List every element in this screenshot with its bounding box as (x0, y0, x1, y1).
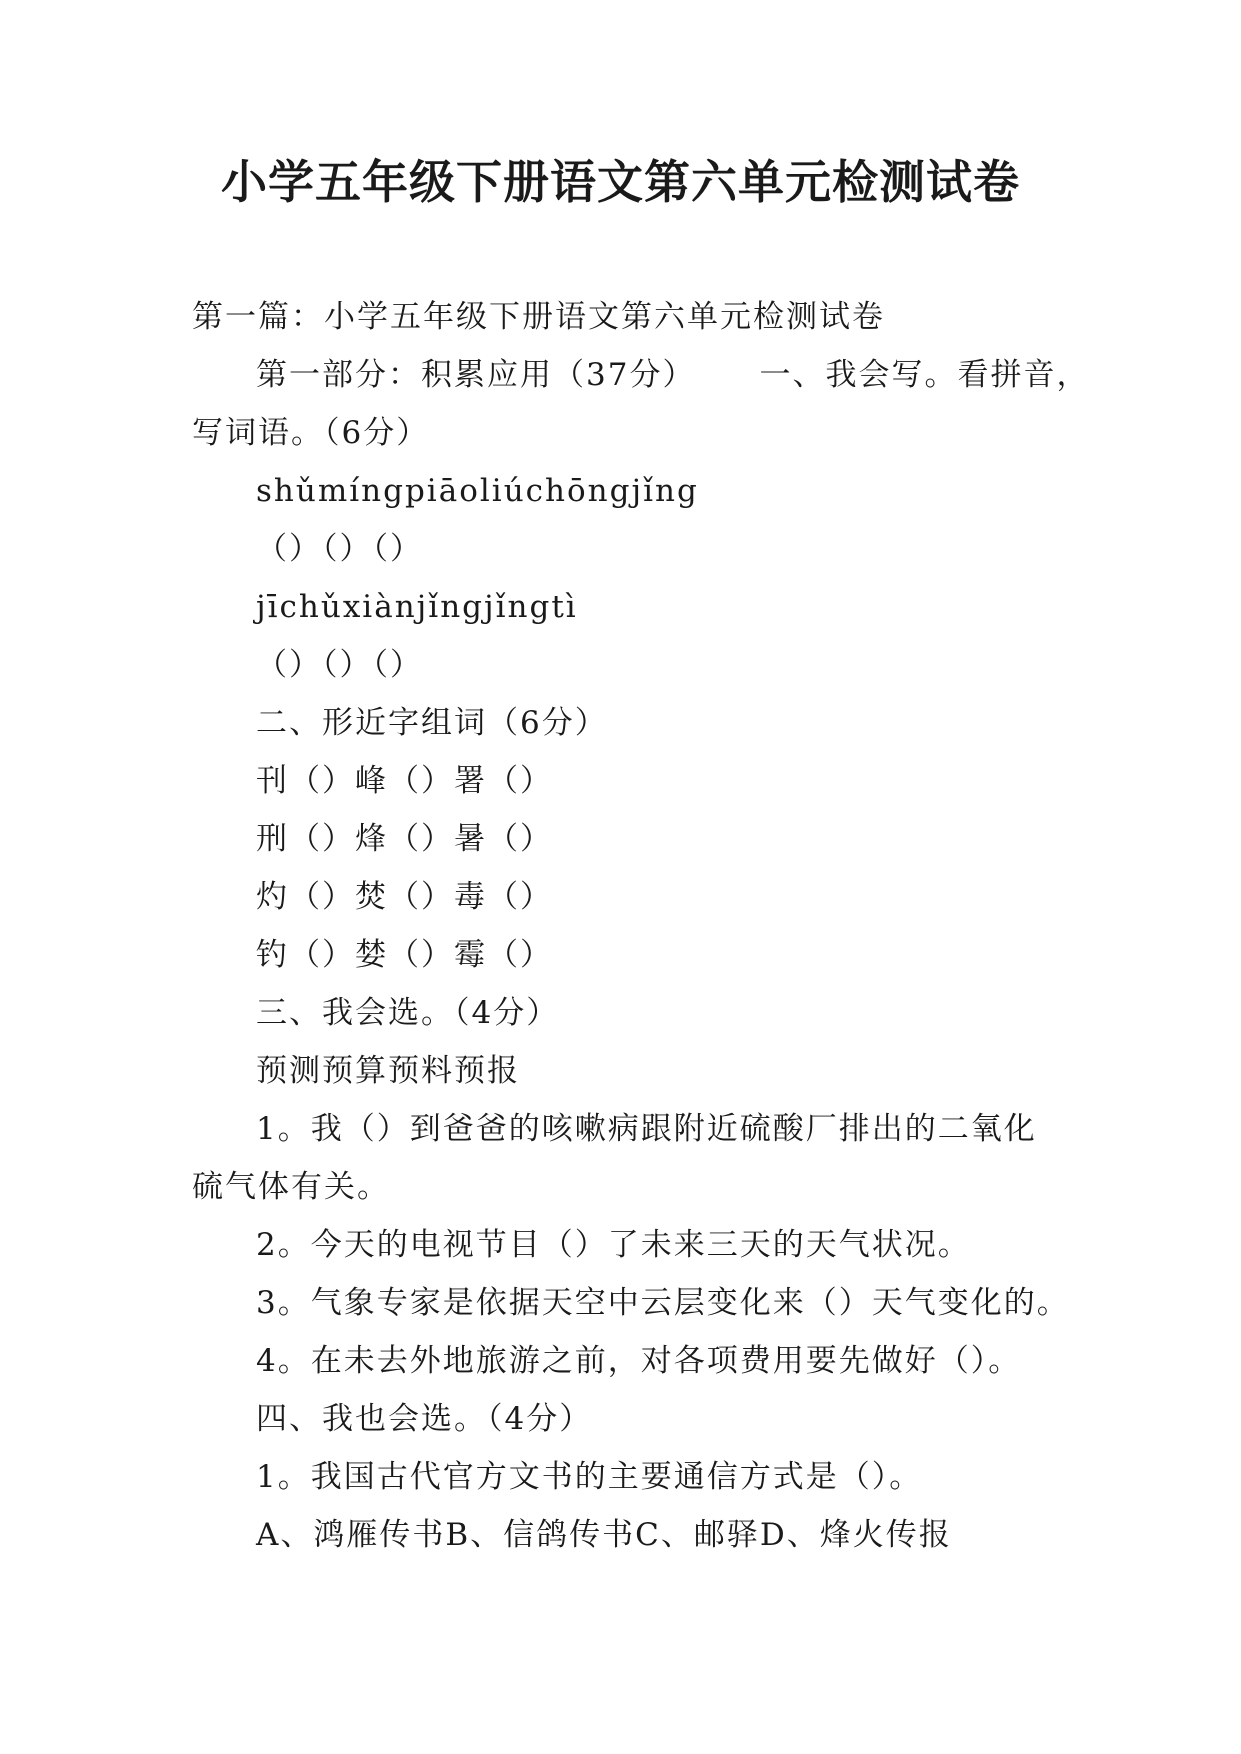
question4-title: 四、我也会选。（4分） (256, 1401, 593, 1437)
character-row: 钓（）婪（）霉（） (256, 937, 553, 973)
question1-title-end: 写词语。（6分） (192, 415, 430, 451)
character-row: 灼（）焚（）毒（） (256, 879, 553, 915)
character-row: 刊（）峰（）署（） (256, 763, 553, 799)
question3-item-1-continued: 硫气体有关。 (192, 1169, 390, 1205)
character-row: 刑（）烽（）暑（） (256, 821, 553, 857)
section-heading: 第一篇：小学五年级下册语文第六单元检测试卷 (192, 299, 885, 335)
question3-title: 三、我会选。（4分） (256, 995, 560, 1031)
part1-label: 第一部分：积累应用（37分） (256, 357, 696, 393)
question3-item-4: 4。在未去外地旅游之前，对各项费用要先做好（）。 (256, 1343, 1022, 1379)
pinyin-row-2: jīchǔxiànjǐngjǐngtì (256, 589, 578, 625)
question1-title-start: 一、我会写。看拼音， (759, 357, 1090, 393)
answer-blanks-row-1: （）（）（） (256, 531, 423, 567)
question3-item-1: 1。我（）到爸爸的咳嗽病跟附近硫酸厂排出的二氧化 (256, 1111, 1037, 1147)
question3-item-3: 3。气象专家是依据天空中云层变化来（）天气变化的。 (256, 1285, 1070, 1321)
question3-item-2: 2。今天的电视节目（）了未来三天的天气状况。 (256, 1227, 971, 1263)
page-title: 小学五年级下册语文第六单元检测试卷 (221, 155, 1020, 209)
pinyin-row-1: shǔmíngpiāoliúchōngjǐng (256, 473, 699, 509)
question2-title: 二、形近字组词（6分） (256, 705, 608, 741)
answer-blanks-row-2: （）（）（） (256, 647, 423, 683)
question3-options: 预测预算预料预报 (256, 1053, 520, 1089)
part1-line (192, 346, 1090, 404)
document-body (192, 288, 1090, 1564)
question4-item-1: 1。我国古代官方文书的主要通信方式是（）。 (256, 1459, 923, 1495)
question4-item-1-options: A、鸿雁传书B、信鸽传书C、邮驿D、烽火传报 (256, 1517, 952, 1553)
